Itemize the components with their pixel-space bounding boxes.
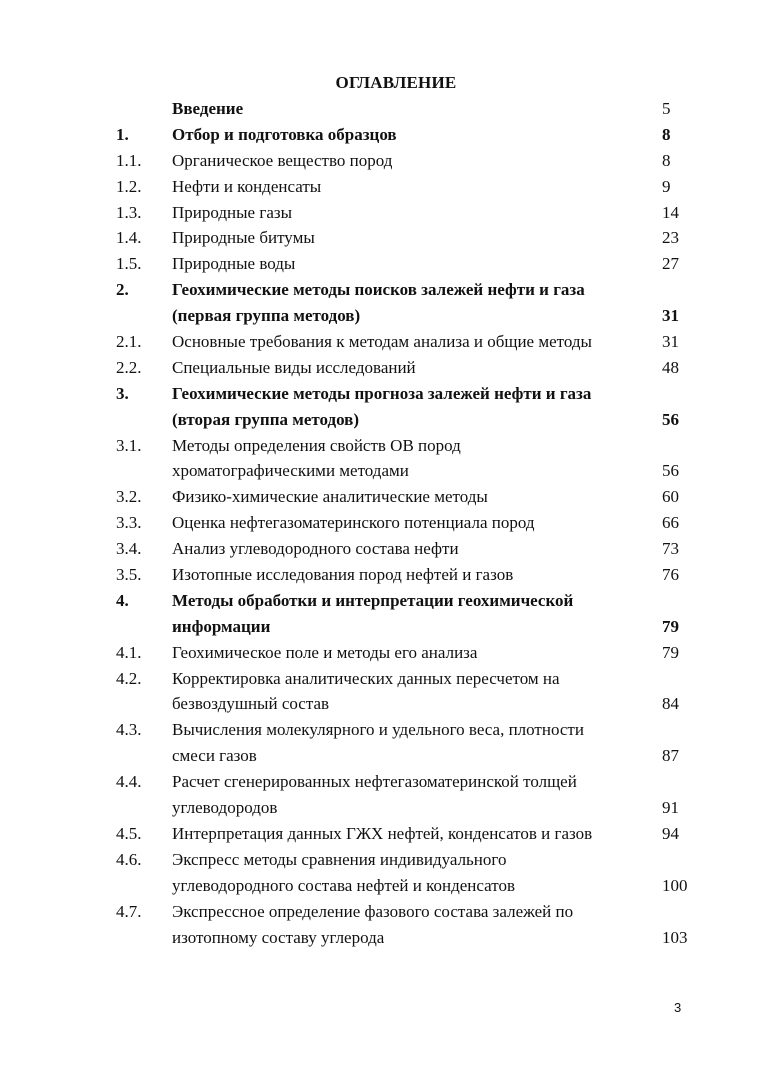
- toc-entry-title: информации: [172, 616, 271, 636]
- toc-entry-page: 79: [662, 616, 679, 636]
- toc-entry-title: (вторая группа методов): [172, 409, 360, 429]
- toc-entry-number: 1.4.: [116, 228, 142, 248]
- toc-entry: [0, 303, 764, 329]
- toc-entry-number: 1.5.: [116, 254, 142, 274]
- toc-entry-number: 4.1.: [116, 642, 142, 662]
- toc-entry-page: 31: [662, 306, 679, 326]
- toc-entry-title: углеводородов: [172, 798, 278, 818]
- toc-entry-number: 3.: [116, 383, 129, 403]
- toc-entry: [0, 174, 764, 200]
- toc-entry: [0, 484, 764, 510]
- toc-entry: [0, 614, 764, 640]
- toc-entry: [0, 407, 764, 433]
- toc-entry-page: 66: [662, 513, 679, 533]
- toc-entry-title: изотопному составу углерода: [172, 927, 385, 947]
- toc-title: ОГЛАВЛЕНИЕ: [335, 73, 457, 92]
- toc-entry: [0, 588, 764, 614]
- toc-entry: [0, 536, 764, 562]
- toc-entry: [0, 899, 764, 925]
- toc-entry-number: 3.2.: [116, 487, 142, 507]
- toc-entry-title: Экспресс методы сравнения индивидуального: [172, 849, 507, 869]
- table-of-contents: [0, 96, 764, 950]
- toc-entry-number: 4.6.: [116, 849, 142, 869]
- toc-entry-title: Анализ углеводородного состава нефти: [172, 539, 459, 559]
- toc-entry-page: 8: [662, 124, 671, 144]
- toc-entry-number: 2.2.: [116, 357, 142, 377]
- toc-entry: [0, 691, 764, 717]
- toc-entry-number: 4.3.: [116, 720, 142, 740]
- toc-entry: [0, 873, 764, 899]
- toc-entry-title: Геохимические методы прогноза залежей нефти и газа: [172, 383, 592, 403]
- toc-entry-title: Отбор и подготовка образцов: [172, 124, 397, 144]
- toc-entry-number: 1.1.: [116, 150, 142, 170]
- toc-entry-page: 8: [662, 150, 671, 170]
- toc-entry-title: Основные требования к методам анализа и общие методы: [172, 332, 592, 352]
- toc-entry-title: Вычисления молекулярного и удельного веса, плотности: [172, 720, 584, 740]
- toc-entry-number: 2.1.: [116, 332, 142, 352]
- toc-entry-page: 56: [662, 409, 679, 429]
- toc-entry: [0, 225, 764, 251]
- toc-entry: [0, 769, 764, 795]
- toc-entry: [0, 821, 764, 847]
- toc-entry-title: Специальные виды исследований: [172, 357, 416, 377]
- toc-entry-number: 4.: [116, 590, 129, 610]
- toc-entry: [0, 96, 764, 122]
- toc-entry-title: Природные битумы: [172, 228, 315, 248]
- toc-entry: [0, 381, 764, 407]
- toc-entry: [0, 743, 764, 769]
- toc-entry-page: 9: [662, 176, 671, 196]
- toc-entry-page: 103: [662, 927, 688, 947]
- toc-entry-title: хроматографическими методами: [172, 461, 409, 481]
- toc-entry-number: 3.3.: [116, 513, 142, 533]
- toc-entry-title: Экспрессное определение фазового состава залежей по: [172, 901, 574, 921]
- toc-entry: [0, 717, 764, 743]
- toc-entry-title: Физико-химические аналитические методы: [172, 487, 488, 507]
- toc-entry-title: Корректировка аналитических данных пересчетом на: [172, 668, 560, 688]
- toc-entry: [0, 795, 764, 821]
- toc-entry-number: 1.2.: [116, 176, 142, 196]
- toc-entry: [0, 925, 764, 951]
- toc-entry-page: 23: [662, 228, 679, 248]
- toc-entry-page: 5: [662, 99, 671, 118]
- toc-entry-page: 27: [662, 254, 679, 274]
- toc-entry-number: 4.4.: [116, 772, 142, 792]
- toc-entry: [0, 355, 764, 381]
- toc-entry-number: 3.1.: [116, 435, 142, 455]
- toc-entry-number: 3.4.: [116, 539, 142, 559]
- toc-entry-page: 31: [662, 332, 679, 352]
- page-number: 3: [674, 1000, 682, 1015]
- toc-entry: [0, 433, 764, 459]
- toc-entry-title: углеводородного состава нефтей и конденсатов: [172, 875, 515, 895]
- toc-entry: [0, 458, 764, 484]
- toc-entry-title: Органическое вещество пород: [172, 150, 393, 170]
- toc-entry-title: Методы определения свойств ОВ пород: [172, 435, 461, 455]
- toc-entry-title: Геохимические методы поисков залежей нефти и газа: [172, 280, 585, 300]
- toc-entry: [0, 329, 764, 355]
- toc-entry: [0, 148, 764, 174]
- toc-entry-page: 14: [662, 202, 679, 222]
- toc-entry-page: 94: [662, 823, 679, 843]
- toc-entry-number: 4.2.: [116, 668, 142, 688]
- toc-entry: [0, 122, 764, 148]
- toc-entry-title: Природные воды: [172, 254, 296, 274]
- toc-entry-page: 76: [662, 565, 679, 585]
- toc-entry-page: 79: [662, 642, 679, 662]
- toc-entry-number: 1.: [116, 124, 129, 144]
- toc-entry: [0, 562, 764, 588]
- toc-entry-page: 87: [662, 746, 679, 766]
- toc-entry: [0, 847, 764, 873]
- toc-entry-number: 4.5.: [116, 823, 142, 843]
- toc-entry-page: 73: [662, 539, 679, 559]
- toc-entry: [0, 510, 764, 536]
- toc-entry: [0, 251, 764, 277]
- toc-entry-page: 60: [662, 487, 679, 507]
- toc-entry-title: Природные газы: [172, 202, 293, 222]
- toc-entry-title: Геохимическое поле и методы его анализа: [172, 642, 478, 662]
- toc-entry-page: 84: [662, 694, 679, 714]
- toc-entry-title: Интерпретация данных ГЖХ нефтей, конденсатов и газов: [172, 823, 593, 843]
- toc-entry-page: 56: [662, 461, 679, 481]
- toc-entry-title: Оценка нефтегазоматеринского потенциала пород: [172, 513, 535, 533]
- toc-entry-page: 91: [662, 798, 679, 818]
- toc-entry: [0, 640, 764, 666]
- toc-entry-title: Введение: [172, 99, 244, 118]
- toc-entry-title: Расчет сгенерированных нефтегазоматеринской толщей: [172, 772, 577, 792]
- toc-entry: [0, 666, 764, 692]
- toc-entry-number: 4.7.: [116, 901, 142, 921]
- toc-entry-number: 3.5.: [116, 565, 142, 585]
- toc-entry: [0, 277, 764, 303]
- toc-entry-page: 100: [662, 875, 688, 895]
- toc-entry-title: Изотопные исследования пород нефтей и газов: [172, 565, 514, 585]
- toc-entry-title: смеси газов: [172, 746, 257, 766]
- toc-entry-title: (первая группа методов): [172, 306, 361, 326]
- toc-entry-title: безвоздушный состав: [172, 694, 330, 714]
- toc-entry-number: 2.: [116, 280, 129, 300]
- toc-entry: [0, 200, 764, 226]
- toc-entry-page: 48: [662, 357, 679, 377]
- toc-entry-title: Методы обработки и интерпретации геохимической: [172, 590, 574, 610]
- toc-entry-number: 1.3.: [116, 202, 142, 222]
- toc-entry-title: Нефти и конденсаты: [172, 176, 322, 196]
